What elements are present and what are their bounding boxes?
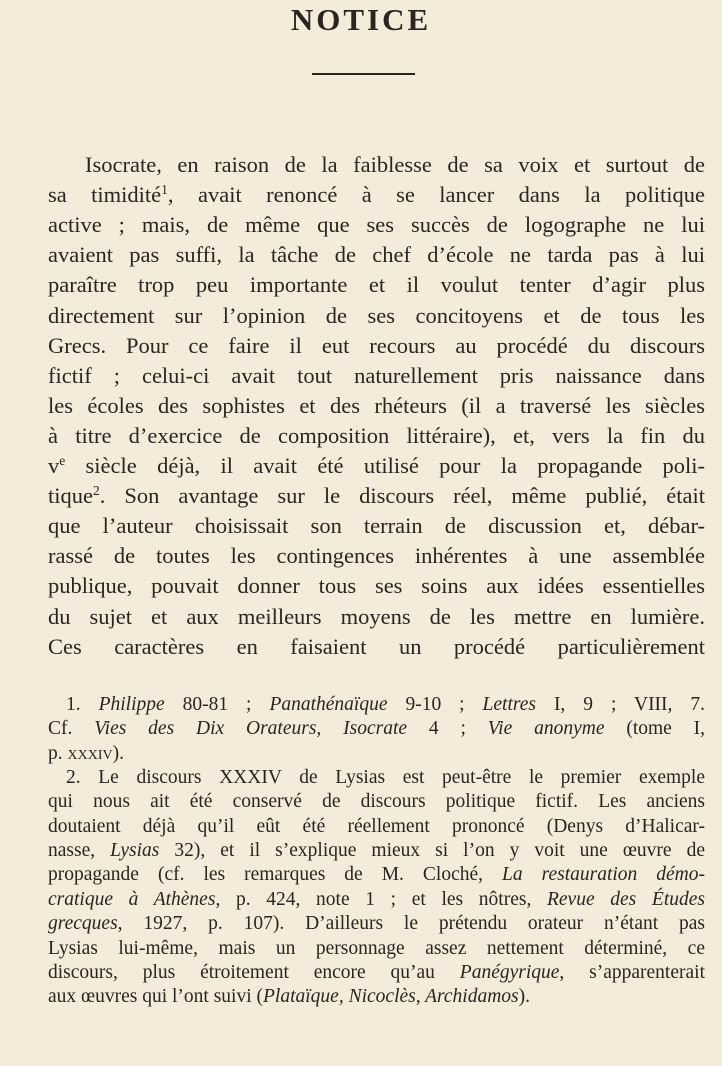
text-segment: Panathénaïque — [269, 694, 388, 715]
footnote-line — [48, 936, 705, 961]
text-segment: Panégyrique — [459, 961, 560, 983]
text-segment: tique — [48, 483, 93, 509]
text-segment: doutaient déjà qu’il eût été réellement prononcé (Denys d’Halicar- — [48, 815, 705, 837]
text-segment: grecques — [48, 913, 118, 935]
text-line — [48, 391, 705, 421]
footnote-line — [48, 887, 705, 912]
text-segment: ). — [518, 986, 531, 1008]
title-divider — [312, 73, 415, 75]
text-line — [48, 150, 705, 180]
text-segment: propagande (cf. les remarques de M. Cloché, — [48, 864, 502, 886]
text-segment: cratique à Athènes — [48, 888, 216, 910]
text-line — [48, 632, 705, 662]
text-segment: directement sur l’opinion de ses concitoyens et de tous les — [48, 302, 705, 328]
text-segment: Vies des Dix Orateurs, Isocrate — [94, 718, 408, 740]
footnote-ref: 2 — [93, 483, 100, 498]
text-segment: La restauration démo- — [502, 864, 705, 886]
footnote-ref: e — [59, 452, 66, 468]
text-segment: rassé de toutes les contingences inhérentes à une assemblée — [48, 543, 705, 569]
text-segment: , 1927, p. 107). D’ailleurs le prétendu orateur n’étant pas — [117, 913, 705, 935]
footnote-line — [48, 789, 705, 814]
text-segment: sa timidité — [48, 182, 162, 208]
text-segment: v — [48, 453, 60, 478]
text-segment: que l’auteur choisissait son terrain de discussion et, débar- — [48, 513, 705, 539]
text-segment: ). — [112, 742, 124, 764]
text-segment: qui nous ait été conservé de discours politique fictif. Les anciens — [48, 791, 705, 813]
footnote-line — [48, 984, 705, 1009]
text-line — [48, 451, 705, 481]
footnote-line — [48, 960, 705, 985]
footnote-line — [48, 716, 705, 741]
text-segment: (tome I, — [604, 718, 705, 740]
text-line — [48, 571, 705, 601]
text-line — [48, 602, 705, 632]
text-line — [48, 270, 705, 300]
text-segment: Lettres — [482, 694, 536, 715]
text-segment: du sujet et aux meilleurs moyens de les mettre en lumière. — [48, 603, 705, 629]
text-segment: Plataïque, Nicoclès, Archidamos — [263, 986, 519, 1008]
text-segment: . Son avantage sur le discours réel, même publié, était — [99, 483, 705, 509]
text-segment: , avait renoncé à se lancer dans la politique — [167, 182, 705, 208]
text-segment: Lysias — [110, 840, 160, 862]
footnote-line — [48, 838, 705, 863]
text-segment: , p. 424, note 1 ; et les nôtres, — [215, 888, 547, 910]
text-segment: Grecs. Pour ce faire il eut recours au procédé du discours — [48, 332, 705, 358]
text-line — [48, 331, 705, 361]
text-line — [48, 210, 705, 240]
text-line — [48, 421, 705, 451]
text-segment: Ces caractères en faisaient un procédé particulièrement — [48, 633, 705, 659]
text-line — [48, 481, 705, 511]
text-segment: I, 9 ; VIII, 7. — [535, 694, 705, 715]
text-segment: 1. — [66, 694, 99, 715]
text-segment: 9-10 ; — [387, 694, 483, 715]
footnote-line — [48, 765, 705, 790]
text-segment: fictif ; celui-ci avait tout naturellement pris naissance dans — [48, 362, 705, 388]
text-segment: , s’apparenterait — [559, 961, 705, 983]
text-line — [48, 240, 705, 270]
footnote-line — [48, 862, 705, 887]
text-segment: Lysias lui-même, mais un personnage assez nettement déterminé, ce — [48, 937, 705, 959]
text-segment: Cf. — [48, 718, 95, 740]
text-line — [48, 511, 705, 541]
text-segment: Isocrate, en raison de la faiblesse de sa voix et surtout de — [85, 152, 705, 177]
footnote-line — [48, 911, 705, 936]
text-segment: nasse, — [48, 840, 111, 862]
text-segment: 80-81 ; — [164, 694, 270, 715]
text-segment: aux œuvres qui l’ont suivi ( — [48, 986, 264, 1008]
text-segment: avaient pas suffi, la tâche de chef d’école ne tarda pas à lui — [48, 242, 705, 268]
text-segment: paraître trop peu importante et il voulut tenter d’agir plus — [48, 272, 705, 298]
text-segment: xxxiv — [67, 742, 113, 764]
text-segment: 2. Le discours XXXIV de Lysias est peut-être le premier exemple — [66, 767, 705, 789]
footnote-line — [48, 814, 705, 839]
footnote-ref: 1 — [161, 182, 168, 197]
text-segment: à titre d’exercice de composition littéraire), et, vers la fin du — [48, 422, 705, 448]
text-line — [48, 301, 705, 331]
page-title: NOTICE — [290, 2, 432, 37]
text-segment: p. — [48, 742, 68, 764]
text-segment: publique, pouvait donner tous ses soins aux idées essentielles — [48, 573, 705, 599]
text-segment: Philippe — [98, 694, 165, 715]
text-segment: siècle déjà, il avait été utilisé pour la propagande poli- — [65, 453, 705, 478]
text-segment: Vie anonyme — [487, 718, 605, 740]
footnote-line — [48, 741, 705, 766]
text-segment: active ; mais, de même que ses succès de logographe ne lui — [48, 212, 705, 238]
text-segment: discours, plus étroitement encore qu’au — [48, 961, 460, 983]
text-line — [48, 180, 705, 210]
text-line — [48, 361, 705, 391]
text-segment: 4 ; — [407, 718, 488, 740]
text-line — [48, 541, 705, 571]
footnote-line — [48, 692, 705, 717]
text-segment: 32), et il s’explique mieux si l’on y voit une œuvre de — [159, 840, 705, 862]
text-segment: les écoles des sophistes et des rhéteurs (il a traversé les siècles — [48, 392, 705, 418]
text-segment: Revue des Études — [546, 888, 705, 910]
